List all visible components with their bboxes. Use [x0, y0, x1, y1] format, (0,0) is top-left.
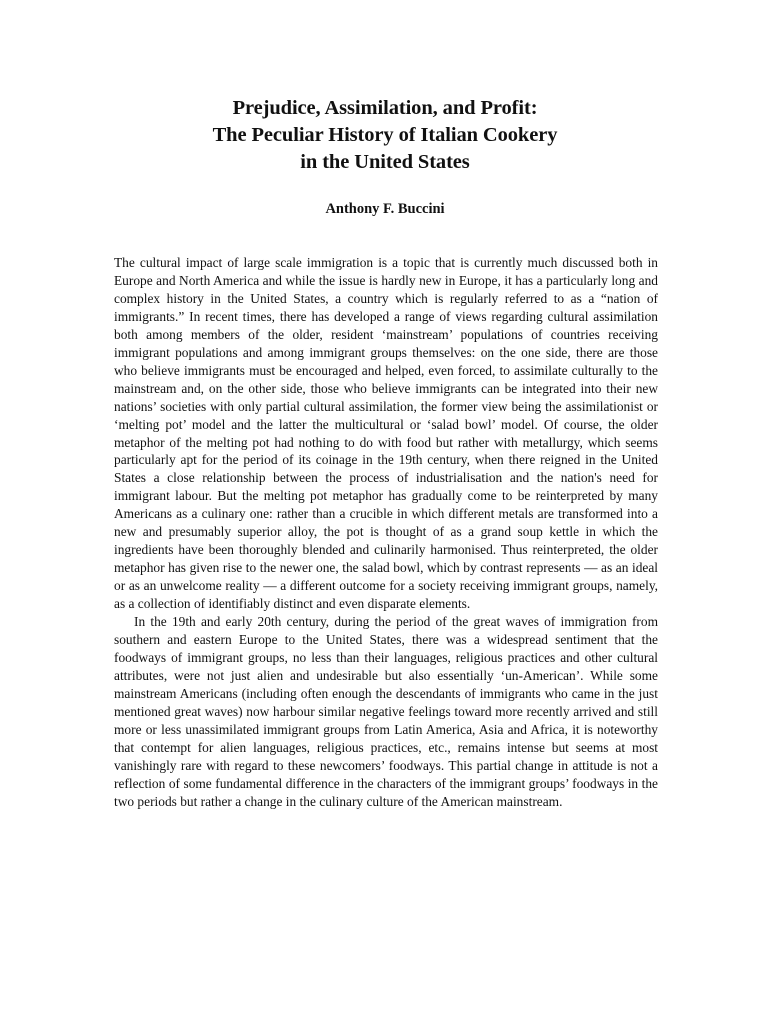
title-line-2: The Peculiar History of Italian Cookery	[212, 124, 558, 146]
author-name: Anthony F. Buccini	[325, 201, 445, 217]
title-line-3: in the United States	[300, 151, 470, 173]
paragraph-1: The cultural impact of large scale immigration is a topic that is currently much discussed both in Europe and North America and while the issue is hardly new in Europe, it has a particularly long and complex history in the United States, a country which is regularly referred to as a “nation of immigrants.” In recent times, there has developed a range of views regarding cultural assimilation both among members of the older, resident ‘mainstream’ populations of countries receiving immigrant populations and among immigrant groups themselves: on the one side, there are those who believe immigrants must be encouraged and helped, even forced, to assimilate culturally to the mainstream and, on the other side, those who believe immigrants can be integrated into their new nations’ societies with only partial cultural assimilation, the former view being the assimilationist or ‘melting pot’ model and the latter the multicultural or ‘salad bowl’ model. Of course, the older metaphor of the melting pot had nothing to do with food but rather with metallurgy, which seems particularly apt for the period of its coinage in the 19th century, when there reigned in the United States a close relationship between the process of industrialisation and the nation's need for immigrant labour. But the melting pot metaphor has gradually come to be reinterpreted by many Americans as a culinary one: rather than a crucible in which different metals are transformed into a new and presumably superior alloy, the pot is thought of as a grand soup kettle in which the ingredients have been thoroughly blended and culinarily harmonised. Thus reinterpreted, the older metaphor has given rise to the newer one, the salad bowl, which by contrast represents — as an ideal or as an unwelcome reality — a different outcome for a society receiving immigrant groups, namely, as a collection of identifiably distinct and even disparate elements.	[114, 255, 658, 612]
paper-title	[0, 95, 770, 176]
paragraph-2: In the 19th and early 20th century, during the period of the great waves of immigration from southern and eastern Europe to the United States, there was a widespread sentiment that the foodways of immigrant groups, no less than their languages, religious practices and other cultural attributes, were not just alien and undesirable but also essentially ‘un-American’. While some mainstream Americans (including often enough the descendants of immigrants who came in the just mentioned great waves) now harbour similar negative feelings toward more recently arrived and still more or less unassimilated immigrant groups from Latin America, Asia and Africa, it is noteworthy that contempt for alien languages, religious practices, etc., remains intense but seems at most vanishingly rare with regard to these newcomers’ foodways. This partial change in attitude is not a reflection of some fundamental difference in the characters of the immigrant groups’ foodways in the two periods but rather a change in the culinary culture of the American mainstream.	[114, 614, 658, 809]
body-text	[114, 254, 658, 811]
title-line-1: Prejudice, Assimilation, and Profit:	[232, 97, 538, 119]
